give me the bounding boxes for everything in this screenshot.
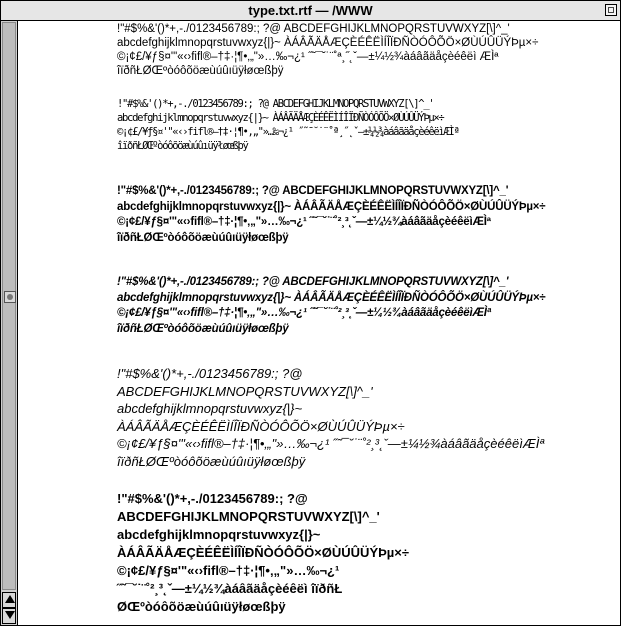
- paragraph-small-screen-font: [117, 97, 458, 153]
- text-line: îïðñŁØŒºòóôõöæùúûıüÿłøœßþÿ: [117, 231, 289, 244]
- text-line: ©¡¢£/¥ƒ§¤'"«‹›fifl®–†‡·¦¶•‚„"»…‰¬¿¹: [117, 563, 340, 578]
- text-line: !"#$%&'()*+,-./0123456789:; ?@ ABCDEFGHIJKLMNOPQRSTUVWXYZ[\]^_': [117, 98, 434, 110]
- text-line: !"#$%&'()*+,-./0123456789:; ?@ ABCDEFGHIJKLMNOPQRSTUVWXYZ[\]^_': [117, 276, 509, 288]
- text-line: abcdefghijklmnopqrstuvwxyz{|}~ ÀÁÂÃÄÅÆÇÈÉÊËÌÍÎÏÐÑÒÓÔÕÖ×ØÙÚÛÜÝÞµ×÷: [117, 37, 539, 49]
- document-text-area[interactable]: [18, 22, 621, 626]
- text-line: abcdefghijklmnopqrstuvwxyz{|}~ ÀÁÂÃÄÅÆÇÈÉÊËÌÍÎÏÐÑÒÓÔÕÖ×ØÙÚÛÜÝÞµ×÷: [117, 112, 444, 124]
- text-line: ©¡¢£/¥ƒ§¤'"«‹›fifl®–†‡·¦¶•‚„"»…‰¬¿¹ ˝˜¯˘˙¨˚²¸³˛ˇ—±¼½¾àáâãäåçèéêëìÆÌª: [117, 307, 491, 319]
- text-line: ©¡¢£/¥ƒ§¤'"«‹›fifl®–†‡·¦¶•‚„"»…‰¬¿¹ ˝˜¯˘˙¨˚²¸³˛ˇ—±¼½¾àáâãäåçèéêëìÆÌª: [117, 436, 545, 451]
- text-line: îïðñŁØŒºòóôõöæùúûıüÿłøœßþÿ: [117, 140, 248, 152]
- text-line: ˝˜¯˘˙¨˚²¸³˛ˇ—±¼½¾àáâãäåçèéêëì îïðñŁ: [117, 581, 343, 596]
- text-line: ØŒºòóôõöæùúûıüÿłøœßþÿ: [117, 599, 286, 614]
- arrow-down-icon: [5, 611, 15, 619]
- title-bar[interactable]: [1, 1, 620, 21]
- text-line: îïðñŁØŒºòóôõöæùúûıüÿłøœßþÿ: [117, 453, 306, 469]
- text-line: ABCDEFGHIJKLMNOPQRSTUVWXYZ[\]^_': [117, 383, 373, 399]
- text-line: !"#$%&'()*+,-./0123456789:; ?@: [117, 491, 308, 506]
- paragraph-helvetica-regular: [117, 22, 538, 78]
- text-line: !"#$%&'()*+,-./0123456789:; ?@: [117, 366, 303, 381]
- text-line: abcdefghijklmnopqrstuvwxyz{|}~: [117, 401, 303, 416]
- scroll-track[interactable]: [2, 22, 16, 590]
- scroll-down-button[interactable]: [2, 608, 16, 624]
- window-title: type.txt.rtf — /WWW: [248, 3, 373, 18]
- text-line: !"#$%&'()*+,-./0123456789:; ?@ ABCDEFGHIJKLMNOPQRSTUVWXYZ[\]^_': [117, 185, 509, 197]
- close-box-icon[interactable]: [605, 4, 617, 16]
- text-line: ABCDEFGHIJKLMNOPQRSTUVWXYZ[\]^_': [117, 509, 380, 524]
- paragraph-italic-large: [117, 365, 544, 470]
- text-line: ÀÁÂÃÄÅÆÇÈÉÊËÌÍÎÏÐÑÒÓÔÕÖ×ØÙÚÛÜÝÞµ×÷: [117, 418, 405, 434]
- text-line: !"#$%&'()*+,-./0123456789:; ?@ ABCDEFGHIJKLMNOPQRSTUVWXYZ[\]^_': [117, 23, 510, 35]
- text-line: ©¡¢£/¥ƒ§¤'"«‹›fifl®–†‡·¦¶•‚„"»…‰¬¿¹ ˝˜¯˘˙¨˚ª¸˝˛ˇ—±¼½¾àáâãäåçèéêëìÆÌª: [117, 126, 459, 138]
- text-line: îïðñŁØŒºòóôõöæùúûıüÿłøœßþÿ: [117, 322, 289, 335]
- text-line: abcdefghijklmnopqrstuvwxyz{|}~: [117, 527, 321, 542]
- paragraph-bold: [117, 184, 545, 246]
- scroll-up-button[interactable]: [2, 592, 16, 608]
- paragraph-bold-italic: [117, 275, 545, 337]
- text-line: abcdefghijklmnopqrstuvwxyz{|}~ ÀÁÂÃÄÅÆÇÈÉÊËÌÍÎÏÐÑÒÓÔÕÖ×ØÙÚÛÜÝÞµ×÷: [117, 291, 546, 304]
- text-line: îïðñŁØŒºòóôõöæùúûıüÿłøœßþÿ: [117, 65, 284, 77]
- text-line: abcdefghijklmnopqrstuvwxyz{|}~ ÀÁÂÃÄÅÆÇÈÉÊËÌÍÎÏÐÑÒÓÔÕÖ×ØÙÚÛÜÝÞµ×÷: [117, 200, 546, 213]
- paragraph-bold-large: [117, 490, 409, 616]
- text-line: ÀÁÂÃÄÅÆÇÈÉÊËÌÍÎÏÐÑÒÓÔÕÖ×ØÙÚÛÜÝÞµ×÷: [117, 545, 409, 560]
- arrow-up-icon: [5, 595, 15, 603]
- vertical-scroller[interactable]: [1, 21, 18, 626]
- text-line: ©¡¢£/¥ƒ§¤'"«‹›fifl®–†‡·¦¶•‚„"»…‰¬¿¹ ˝˜¯˘˙¨˚ª¸˝˛ˇ—±¼½¾àáâãäåçèéêëì ÆÌª: [117, 51, 499, 63]
- scroll-knob-icon[interactable]: [4, 291, 16, 303]
- text-line: ©¡¢£/¥ƒ§¤'"«‹›fifl®–†‡·¦¶•‚„"»…‰¬¿¹ ˝˜¯˘˙¨˚²¸³˛ˇ—±¼½¾àáâãäåçèéêëìÆÌª: [117, 216, 491, 228]
